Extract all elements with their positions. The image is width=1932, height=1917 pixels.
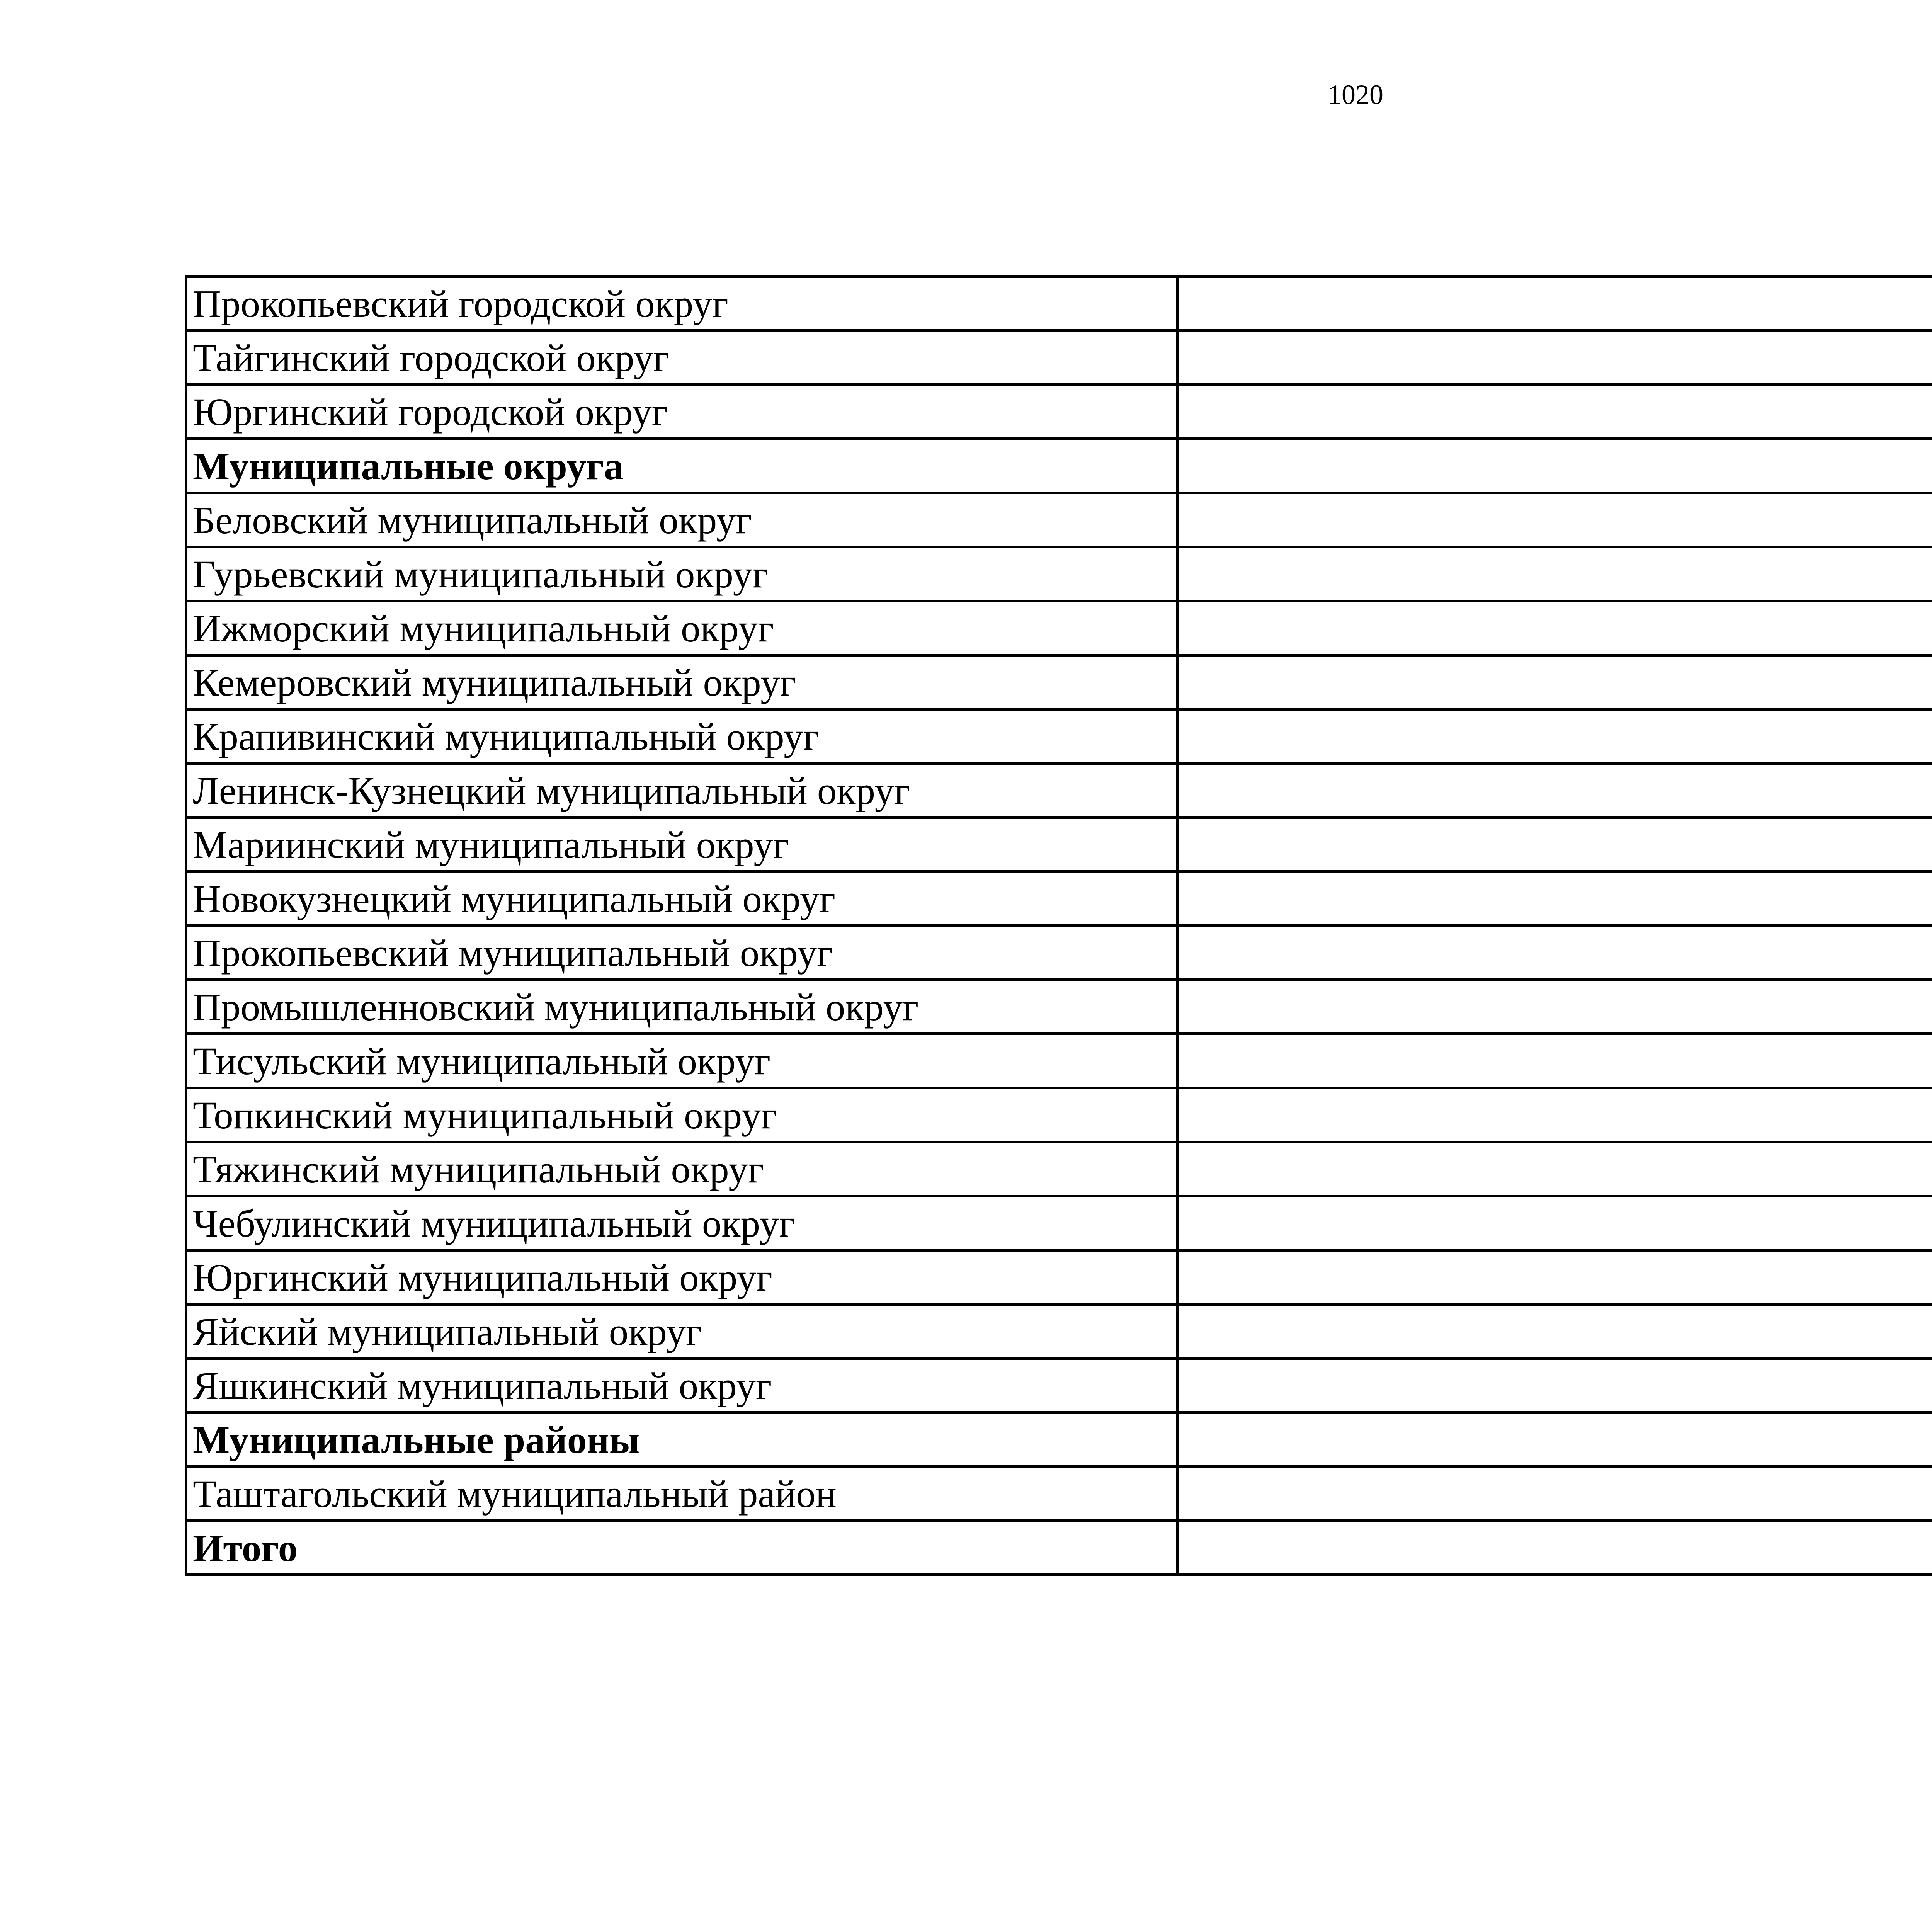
table-row: [186, 926, 1932, 980]
row-value-cell: [1177, 655, 1932, 709]
table-row: [186, 277, 1932, 331]
row-value-cell: [1177, 601, 1932, 655]
row-value-cell: [1177, 1413, 1932, 1467]
table-row: [186, 547, 1932, 601]
table-row: [186, 655, 1932, 709]
row-name-cell: Тисульский муниципальный округ: [186, 1034, 1177, 1088]
table-row: [186, 385, 1932, 439]
table-row: [186, 764, 1932, 818]
row-name-cell: Таштагольский муниципальный район: [186, 1467, 1177, 1521]
table-row: [186, 601, 1932, 655]
page-number: 1020: [1328, 79, 1383, 110]
row-value-cell: [1177, 764, 1932, 818]
row-name-cell: Прокопьевский муниципальный округ: [186, 926, 1177, 980]
row-name-cell: Ижморский муниципальный округ: [186, 601, 1177, 655]
row-name-cell: Чебулинский муниципальный округ: [186, 1196, 1177, 1250]
row-value-cell: [1177, 1305, 1932, 1359]
table-row-subtotal: [186, 1413, 1932, 1467]
row-name-cell: Юргинский муниципальный округ: [186, 1250, 1177, 1305]
row-value-cell: [1177, 547, 1932, 601]
row-value-cell: [1177, 1088, 1932, 1142]
row-value-cell: [1177, 1250, 1932, 1305]
data-table: [185, 275, 1932, 1576]
row-value-cell: [1177, 331, 1932, 385]
table-row: [186, 493, 1932, 547]
table-row: [186, 818, 1932, 872]
row-name-cell: Тайгинский городской округ: [186, 331, 1177, 385]
table-row: [186, 331, 1932, 385]
row-name-cell: Муниципальные районы: [186, 1413, 1177, 1467]
row-value-cell: [1177, 818, 1932, 872]
table-body: [186, 277, 1932, 1575]
table-row: [186, 1467, 1932, 1521]
row-value-cell: [1177, 1034, 1932, 1088]
row-name-cell: Ленинск-Кузнецкий муниципальный округ: [186, 764, 1177, 818]
row-value-cell: [1177, 277, 1932, 331]
table-row: [186, 1142, 1932, 1196]
row-name-cell: Гурьевский муниципальный округ: [186, 547, 1177, 601]
row-name-cell: Новокузнецкий муниципальный округ: [186, 872, 1177, 926]
row-name-cell: Промышленновский муниципальный округ: [186, 980, 1177, 1034]
row-name-cell: Яйский муниципальный округ: [186, 1305, 1177, 1359]
row-value-cell: [1177, 385, 1932, 439]
table-row-subtotal: [186, 1521, 1932, 1575]
table-row: [186, 1359, 1932, 1413]
row-name-cell: Мариинский муниципальный округ: [186, 818, 1177, 872]
row-value-cell: [1177, 709, 1932, 764]
table-row: [186, 1196, 1932, 1250]
table-row: [186, 1250, 1932, 1305]
row-name-cell: Прокопьевский городской округ: [186, 277, 1177, 331]
row-value-cell: [1177, 926, 1932, 980]
row-name-cell: Беловский муниципальный округ: [186, 493, 1177, 547]
row-name-cell: Тяжинский муниципальный округ: [186, 1142, 1177, 1196]
table-row: [186, 980, 1932, 1034]
row-value-cell: [1177, 1196, 1932, 1250]
row-value-cell: [1177, 872, 1932, 926]
row-name-cell: Кемеровский муниципальный округ: [186, 655, 1177, 709]
row-name-cell: Крапивинский муниципальный округ: [186, 709, 1177, 764]
row-value-cell: [1177, 493, 1932, 547]
row-name-cell: Юргинский городской округ: [186, 385, 1177, 439]
table-row: [186, 1034, 1932, 1088]
row-value-cell: [1177, 980, 1932, 1034]
row-value-cell: [1177, 1467, 1932, 1521]
table-row: [186, 872, 1932, 926]
row-name-cell: Итого: [186, 1521, 1177, 1575]
row-value-cell: [1177, 1142, 1932, 1196]
row-name-cell: Топкинский муниципальный округ: [186, 1088, 1177, 1142]
table-row-subtotal: [186, 439, 1932, 493]
row-value-cell: [1177, 1521, 1932, 1575]
table-row: [186, 1305, 1932, 1359]
row-name-cell: Яшкинский муниципальный округ: [186, 1359, 1177, 1413]
row-name-cell: Муниципальные округа: [186, 439, 1177, 493]
table-row: [186, 709, 1932, 764]
table-row: [186, 1088, 1932, 1142]
row-value-cell: [1177, 439, 1932, 493]
row-value-cell: [1177, 1359, 1932, 1413]
